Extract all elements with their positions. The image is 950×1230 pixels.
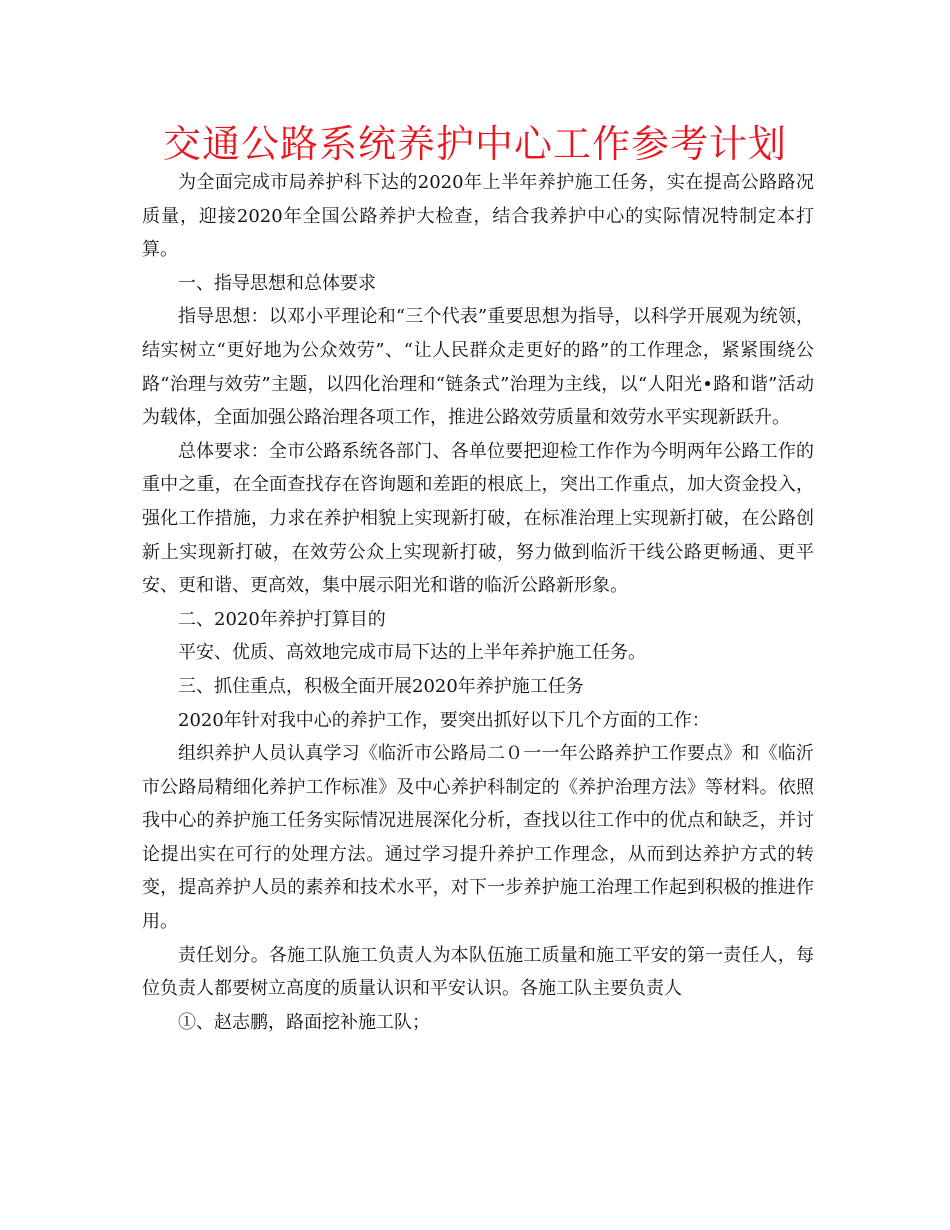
document-body (142, 166, 814, 1039)
paragraph-overall-requirements: 总体要求：全市公路系统各部门、各单位要把迎检工作作为今明两年公路工作的重中之重，在全面查找存在咨询题和差距的根底上，突出工作重点，加大资金投入，强化工作措施，力求在养护相貌上实现新打破，在标准治理上实现新打破，在公路创新上实现新打破，在效劳公众上实现新打破，努力做到临沂干线公路更畅通、更平安、更和谐、更高效，集中展示阳光和谐的临沂公路新形象。 (142, 440, 814, 597)
paragraph-guiding-ideology: 指导思想：以邓小平理论和“三个代表”重要思想为指导，以科学开展观为统领，结实树立“更好地为公众效劳”、“让人民群众走更好的路”的工作理念，紧紧围绕公路“治理与效劳”主题，以四化治理和“链条式”治理为主线，以“人阳光•路和谐”活动为载体，全面加强公路治理各项工作，推进公路效劳质量和效劳水平实现新跃升。 (142, 306, 814, 429)
list-item-team-lead: ①、赵志鹏，路面挖补施工队； (178, 1011, 430, 1033)
document-title: 交通公路系统养护中心工作参考计划 (162, 122, 787, 166)
paragraph-key-tasks-intro: 2020年针对我中心的养护工作，要突出抓好以下几个方面的工作： (178, 709, 710, 731)
paragraph-intro: 为全面完成市局养护科下达的2020年上半年养护施工任务，实在提高公路路况质量，迎接2020年全国公路养护大检查，结合我养护中心的实际情况特制定本打算。 (142, 172, 814, 261)
heading-plan-goals: 二、2020年养护打算目的 (178, 608, 386, 630)
paragraph-responsibility: 责任划分。各施工队施工负责人为本队伍施工质量和施工平安的第一责任人，每位负责人都要树立高度的质量认识和平安认识。各施工队主要负责人 (142, 944, 814, 1000)
paragraph-study-organization: 组织养护人员认真学习《临沂市公路局二０一一年公路养护工作要点》和《临沂市公路局精细化养护工作标准》及中心养护科制定的《养护治理方法》等材料。依照我中心的养护施工任务实际情况进展深化分析，查找以往工作中的优点和缺乏，并讨论提出实在可行的处理方法。通过学习提升养护工作理念，从而到达养护方式的转变，提高养护人员的素养和技术水平，对下一步养护施工治理工作起到积极的推进作用。 (142, 743, 814, 933)
heading-key-tasks: 三、抓住重点，积极全面开展2020年养护施工任务 (178, 675, 584, 697)
heading-guiding-ideology: 一、指导思想和总体要求 (178, 272, 376, 294)
paragraph-plan-goals: 平安、优质、高效地完成市局下达的上半年养护施工任务。 (178, 642, 646, 664)
